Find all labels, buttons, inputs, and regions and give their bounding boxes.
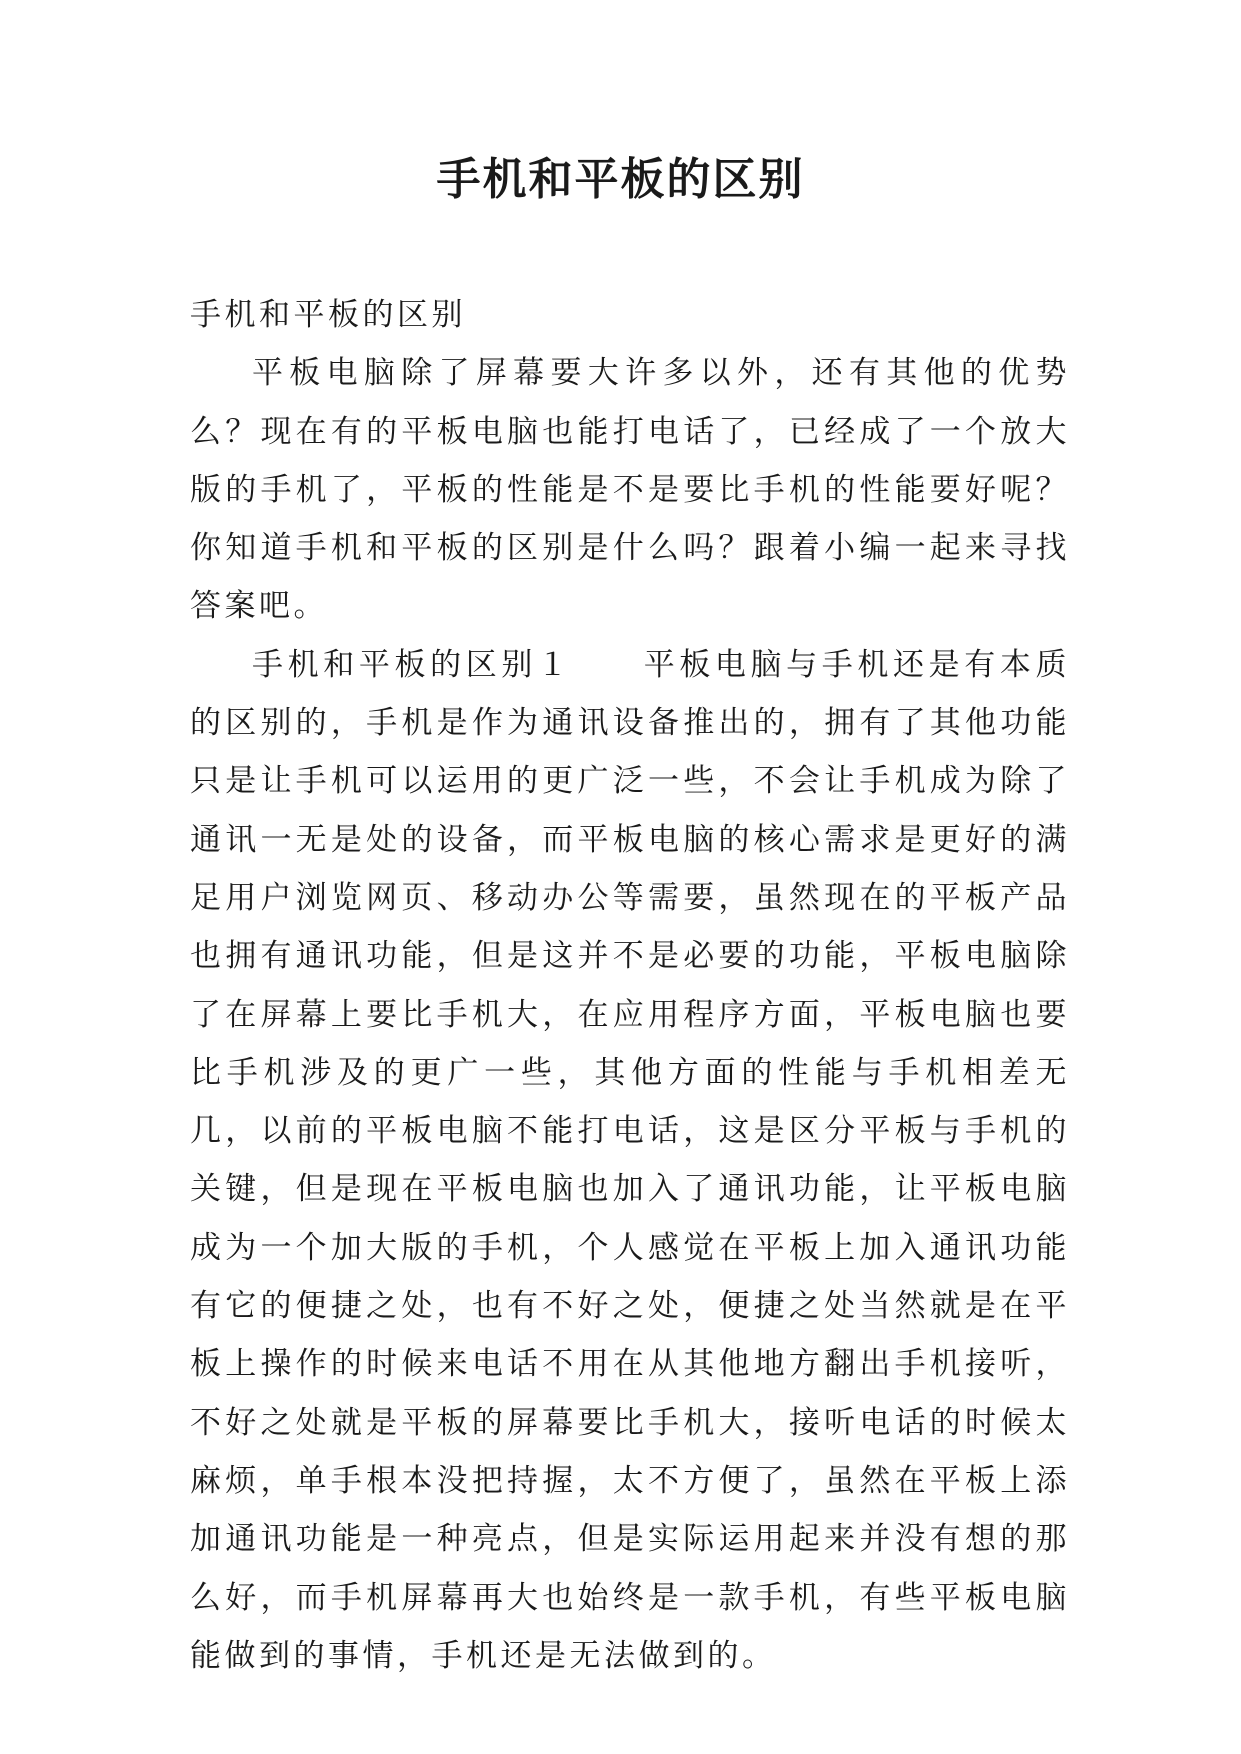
- section-1-paragraph: [190, 636, 1070, 1685]
- section-1-heading: 手机和平板的区别１: [252, 646, 573, 683]
- section-1-body: 平板电脑与手机还是有本质的区别的，手机是作为通讯设备推出的，拥有了其他功能只是让手机可以运用的更广泛一些，不会让手机成为除了通讯一无是处的设备，而平板电脑的核心需求是更好的满足用户浏览网页、移动办公等需要，虽然现在的平板产品也拥有通讯功能，但是这并不是必要的功能，平板电脑除了在屏幕上要比手机大，在应用程序方面，平板电脑也要比手机涉及的更广一些，其他方面的性能与手机相差无几，以前的平板电脑不能打电话，这是区分平板与手机的关键，但是现在平板电脑也加入了通讯功能，让平板电脑成为一个加大版的手机，个人感觉在平板上加入通讯功能有它的便捷之处，也有不好之处，便捷之处当然就是在平板上操作的时候来电话不用在从其他地方翻出手机接听，不好之处就是平板的屏幕要比手机大，接听电话的时候太麻烦，单手根本没把持握，太不方便了，虽然在平板上添加通讯功能是一种亮点，但是实际运用起来并没有想的那么好，而手机屏幕再大也始终是一款手机，有些平板电脑能做到的事情，手机还是无法做到的。: [190, 646, 1071, 1674]
- page-title: 手机和平板的区别: [436, 154, 805, 205]
- intro-paragraph: 平板电脑除了屏幕要大许多以外，还有其他的优势么？现在有的平板电脑也能打电话了，已经成了一个放大版的手机了，平板的性能是不是要比手机的性能要好呢？你知道手机和平板的区别是什么吗？跟着小编一起来寻找答案吧。: [190, 355, 1070, 625]
- document-body: [190, 286, 1070, 1685]
- subheading: 手机和平板的区别: [190, 297, 466, 333]
